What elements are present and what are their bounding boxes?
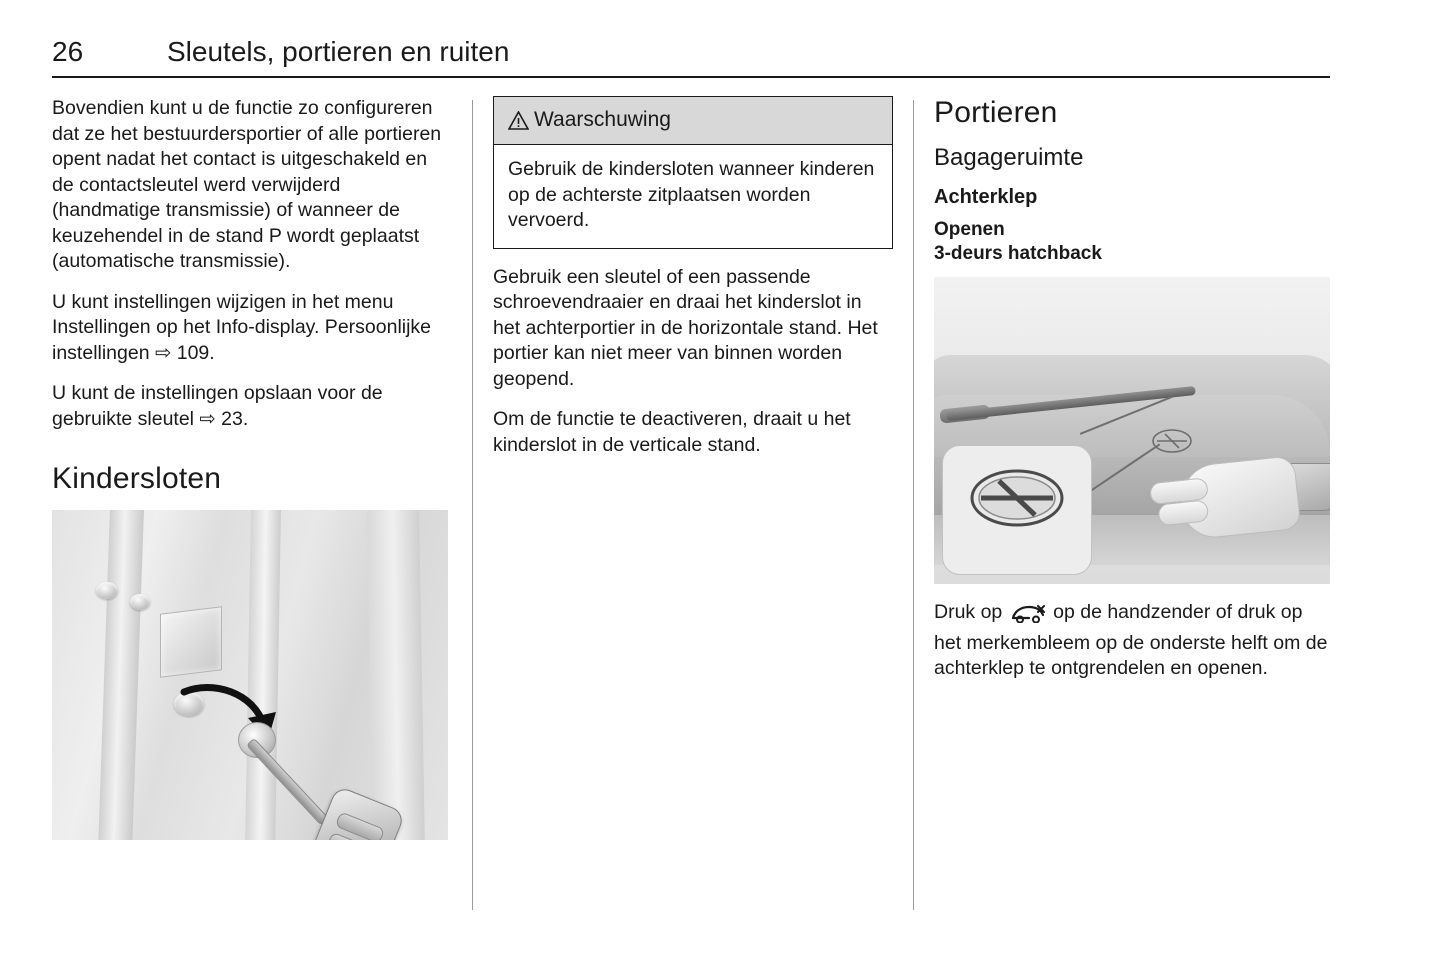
paragraph-config: Bovendien kunt u de functie zo configureren dat ze het bestuurdersportier of alle portieren opent nadat het contact is uitgeschakeld en de contactsleutel werd verwijderd (handmatige transmissie) of wanneer de keuzehendel in de stand P wordt geplaatst (automatische transmissie). xyxy=(52,97,442,272)
subheading-openen: Openen xyxy=(934,219,1005,240)
warning-text: Gebruik de kindersloten wanneer kinderen op de achterste zitplaatsen worden vervoerd. xyxy=(508,158,875,231)
column-1 xyxy=(52,96,452,911)
header-divider xyxy=(52,76,1330,78)
subheading-hatchback: 3-deurs hatchback xyxy=(934,243,1102,264)
heading-portieren: Portieren xyxy=(934,96,1058,129)
emblem-callout-box xyxy=(942,445,1092,575)
figure-child-lock xyxy=(52,510,448,840)
figure-tailgate xyxy=(934,277,1330,584)
heading-kindersloten: Kindersloten xyxy=(52,462,222,495)
door-hole xyxy=(96,582,118,599)
door-seam xyxy=(245,510,282,840)
door-seam xyxy=(367,510,426,840)
text-before-icon: Druk op xyxy=(934,601,1003,623)
heading-achterklep: Achterklep xyxy=(934,186,1038,208)
page-number: 26 xyxy=(52,36,84,67)
page-title: Sleutels, portieren en ruiten xyxy=(167,36,510,67)
content-columns xyxy=(52,96,1342,926)
warning-triangle-icon xyxy=(508,111,529,130)
warning-header xyxy=(494,97,892,145)
column-divider-2 xyxy=(913,100,914,910)
door-latch xyxy=(160,606,222,678)
finger xyxy=(1157,499,1209,526)
door-hole xyxy=(130,594,150,610)
warning-title: Waarschuwing xyxy=(534,108,671,131)
page-header xyxy=(52,36,1330,68)
text-after-icon: op de handzender of druk op het merkembleem op de onderste helft om de achterklep te ontgrendelen en openen. xyxy=(934,601,1328,679)
heading-bagageruimte: Bagageruimte xyxy=(934,144,1084,171)
paragraph-child-lock-deactivate: Om de functie te deactiveren, draait u het kinderslot in de verticale stand. xyxy=(493,408,851,456)
paragraph-settings: U kunt instellingen wijzigen in het menu Instellingen op het Info-display. Persoonlijke instellingen ⇨ 109. xyxy=(52,290,432,364)
column-2 xyxy=(493,96,893,911)
paragraph-child-lock-use: Gebruik een sleutel of een passende schroevendraaier en draai het kinderslot in het achterportier in de horizontale stand. Het portier kan niet meer van binnen worden geopend. xyxy=(493,265,878,390)
paragraph-save-settings: U kunt de instellingen opslaan voor de gebruikte sleutel ⇨ 23. xyxy=(52,382,383,430)
tailgate-open-icon xyxy=(1011,603,1045,631)
brand-emblem-small-icon xyxy=(1152,429,1192,453)
column-divider-1 xyxy=(472,100,473,910)
warning-box xyxy=(493,96,893,249)
brand-emblem-large-icon xyxy=(969,468,1065,528)
paragraph-tailgate-open xyxy=(934,600,1334,682)
column-3 xyxy=(934,96,1334,911)
